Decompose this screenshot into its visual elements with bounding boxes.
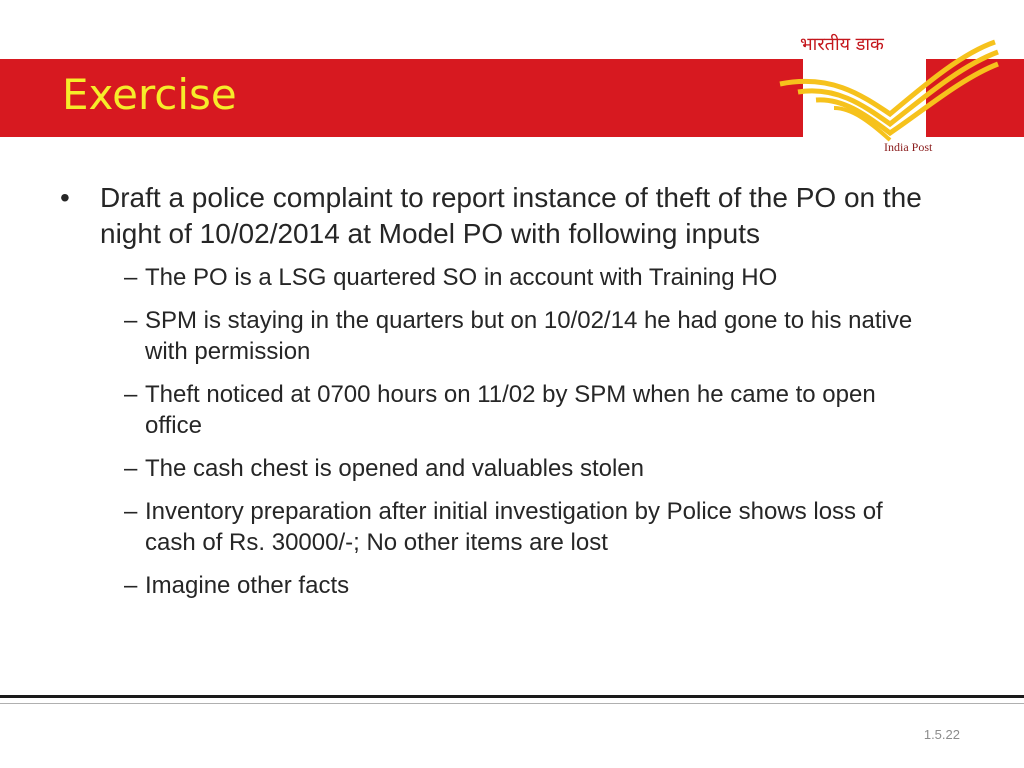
sub-bullet-list (58, 262, 958, 601)
sub-bullet-text: The cash chest is opened and valuables stolen (145, 455, 644, 482)
dash-marker: – (124, 307, 138, 334)
sub-bullet (58, 305, 935, 367)
sub-bullet (58, 453, 935, 484)
sub-bullet-text: The PO is a LSG quartered SO in account with Training HO (145, 264, 778, 291)
sub-bullet-text: Imagine other facts (145, 572, 350, 599)
sub-bullet (58, 496, 935, 558)
footer-divider (0, 695, 1024, 698)
sub-bullet (58, 570, 935, 601)
logo-caption: India Post (884, 140, 933, 154)
sub-bullet-text: Inventory preparation after initial investigation by Police shows loss of cash of Rs. 30000/-; No other items are lost (145, 498, 883, 556)
main-bullet-text: Draft a police complaint to report instance of theft of the PO on the night of 10/02/2014 at Model PO with following inputs (100, 182, 922, 249)
dash-marker: – (124, 498, 138, 525)
slide-number: 1.5.22 (923, 727, 960, 742)
logo-hindi-text: भारतीय डाक (800, 34, 884, 55)
sub-bullet (58, 262, 935, 293)
dash-marker: – (124, 264, 138, 291)
dash-marker: – (124, 381, 138, 408)
dash-marker: – (124, 455, 138, 482)
sub-bullet-text: SPM is staying in the quarters but on 10/02/14 he had gone to his native with permission (145, 307, 913, 365)
slide-title: Exercise (62, 70, 237, 119)
main-bullet (58, 180, 930, 252)
sub-bullet (58, 379, 935, 441)
bullet-marker: • (60, 182, 70, 213)
sub-bullet-text: Theft noticed at 0700 hours on 11/02 by SPM when he came to open office (145, 381, 876, 439)
dash-marker: – (124, 572, 138, 599)
slide-content (58, 180, 958, 613)
footer-divider-light (0, 703, 1024, 704)
